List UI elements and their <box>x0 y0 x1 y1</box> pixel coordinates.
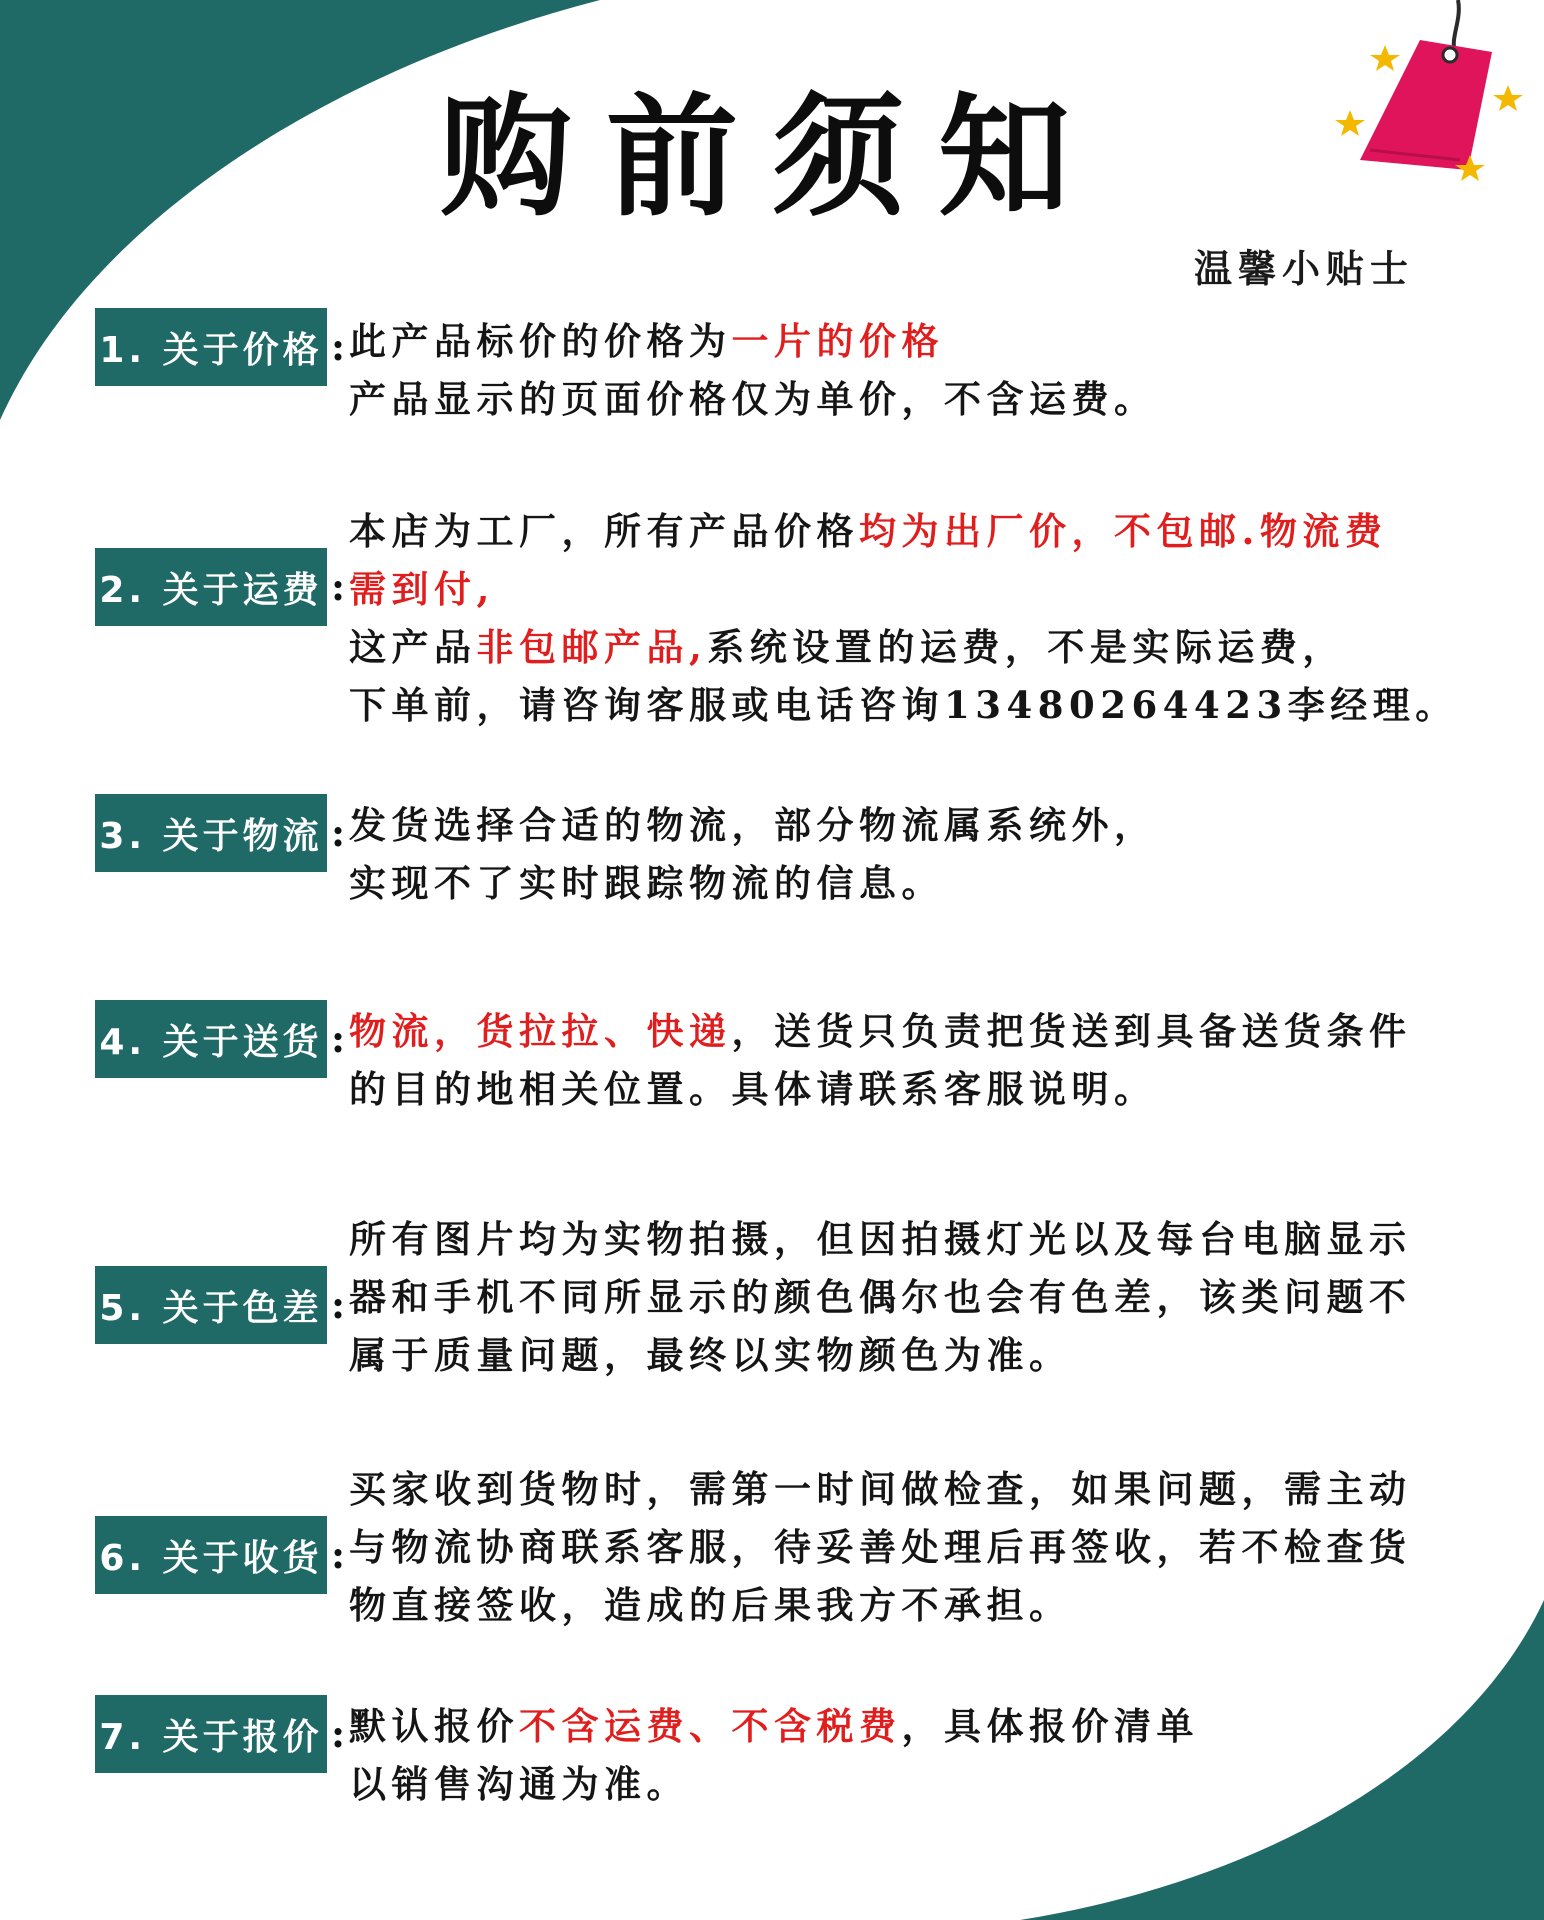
highlight-text: 均为出厂价，不包邮.物流费 <box>859 509 1388 553</box>
body-text-segment: 默认报价 <box>349 1704 519 1748</box>
section-colon: : <box>331 1016 346 1061</box>
section-line <box>349 1060 1519 1118</box>
body-text-segment: 下单前，请咨询客服或电话咨询13480264423李经理。 <box>349 683 1458 727</box>
section-line <box>349 1755 1519 1813</box>
section-line <box>349 502 1519 560</box>
highlight-text: 需到付, <box>349 567 495 611</box>
highlight-text: 非包邮产品, <box>476 625 708 669</box>
highlight-text: 物流，货拉拉、快递 <box>349 1009 732 1053</box>
section-line <box>349 1326 1519 1384</box>
section-colon: : <box>331 810 346 855</box>
section-body <box>349 1210 1519 1384</box>
body-text-segment: 的目的地相关位置。具体请联系客服说明。 <box>349 1067 1157 1111</box>
body-text-segment: 本店为工厂，所有产品价格 <box>349 509 859 553</box>
section-line <box>349 1268 1519 1326</box>
section-line <box>349 1210 1519 1268</box>
body-text-segment: ，送货只负责把货送到具备送货条件 <box>731 1009 1412 1053</box>
section-body <box>349 312 1519 428</box>
highlight-text: 一片的价格 <box>731 319 944 363</box>
section-label: 4. 关于送货 <box>95 1000 327 1078</box>
body-text-segment: 与物流协商联系客服，待妥善处理后再签收，若不检查货 <box>349 1525 1412 1569</box>
section-line <box>349 1460 1519 1518</box>
body-text-segment: 属于质量问题，最终以实物颜色为准。 <box>349 1333 1072 1377</box>
section-label: 3. 关于物流 <box>95 794 327 872</box>
body-text-segment: 这产品 <box>349 625 477 669</box>
section-label: 2. 关于运费 <box>95 548 327 626</box>
page-subtitle: 温馨小贴士 <box>1193 246 1414 291</box>
body-text-segment: 买家收到货物时，需第一时间做检查，如果问题，需主动 <box>349 1467 1412 1511</box>
body-text-segment: 系统设置的运费，不是实际运费， <box>707 625 1345 669</box>
body-text-segment: 所有图片均为实物拍摄，但因拍摄灯光以及每台电脑显示 <box>349 1217 1412 1261</box>
highlight-text: 不含运费、不含税费 <box>519 1704 902 1748</box>
body-text-segment: 器和手机不同所显示的颜色偶尔也会有色差，该类问题不 <box>349 1275 1412 1319</box>
section-body <box>349 1460 1519 1634</box>
body-text-segment: 物直接签收，造成的后果我方不承担。 <box>349 1583 1072 1627</box>
section-line <box>349 796 1519 854</box>
section-line <box>349 1697 1519 1755</box>
body-text-segment: 此产品标价的价格为 <box>349 319 732 363</box>
section-line <box>349 370 1519 428</box>
section-colon: : <box>331 564 346 609</box>
body-text-segment: 以销售沟通为准。 <box>349 1762 689 1806</box>
section-line <box>349 854 1519 912</box>
section-body <box>349 1697 1519 1813</box>
page-title: 购前须知 <box>440 80 1104 235</box>
section-label: 1. 关于价格 <box>95 308 327 386</box>
section-label: 6. 关于收货 <box>95 1516 327 1594</box>
section-colon: : <box>331 1532 346 1577</box>
section-colon: : <box>331 1711 346 1756</box>
section-line <box>349 560 1519 618</box>
section-line <box>349 1576 1519 1634</box>
section-colon: : <box>331 324 346 369</box>
section-body <box>349 796 1519 912</box>
star-icon <box>1370 45 1400 71</box>
body-text-segment: 产品显示的页面价格仅为单价，不含运费。 <box>349 377 1157 421</box>
section-body <box>349 502 1519 734</box>
section-line <box>349 676 1519 734</box>
section-line <box>349 312 1519 370</box>
section-line <box>349 1518 1519 1576</box>
body-text-segment: 发货选择合适的物流，部分物流属系统外， <box>349 803 1157 847</box>
section-label: 7. 关于报价 <box>95 1695 327 1773</box>
section-line <box>349 618 1519 676</box>
section-label: 5. 关于色差 <box>95 1266 327 1344</box>
body-text-segment: ，具体报价清单 <box>901 1704 1199 1748</box>
section-colon: : <box>331 1282 346 1327</box>
body-text-segment: 实现不了实时跟踪物流的信息。 <box>349 861 944 905</box>
section-line <box>349 1002 1519 1060</box>
section-body <box>349 1002 1519 1118</box>
